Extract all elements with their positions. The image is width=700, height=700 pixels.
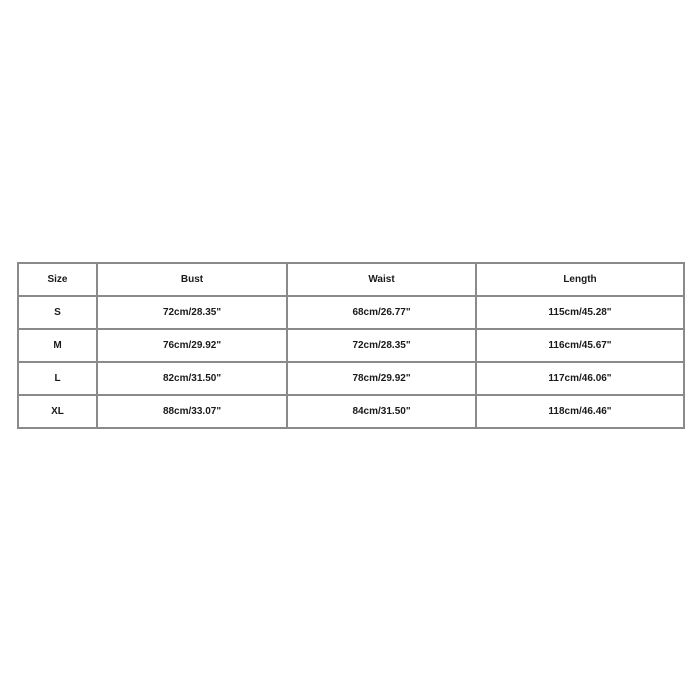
bust-cell: 72cm/28.35" [97, 296, 287, 329]
size-cell: L [18, 362, 97, 395]
length-cell: 115cm/45.28" [476, 296, 684, 329]
waist-cell: 84cm/31.50" [287, 395, 476, 428]
size-cell: M [18, 329, 97, 362]
waist-cell: 68cm/26.77" [287, 296, 476, 329]
waist-cell: 72cm/28.35" [287, 329, 476, 362]
table-row [18, 296, 684, 329]
length-cell: 116cm/45.67" [476, 329, 684, 362]
size-chart-body [18, 296, 684, 428]
header-size: Size [18, 263, 97, 296]
length-cell: 118cm/46.46" [476, 395, 684, 428]
waist-cell: 78cm/29.92" [287, 362, 476, 395]
header-row [18, 263, 684, 296]
size-chart-header [18, 263, 684, 296]
header-bust: Bust [97, 263, 287, 296]
header-length: Length [476, 263, 684, 296]
table-row [18, 395, 684, 428]
header-waist: Waist [287, 263, 476, 296]
length-cell: 117cm/46.06" [476, 362, 684, 395]
size-cell: XL [18, 395, 97, 428]
bust-cell: 88cm/33.07" [97, 395, 287, 428]
size-cell: S [18, 296, 97, 329]
table-row [18, 362, 684, 395]
bust-cell: 76cm/29.92" [97, 329, 287, 362]
table-row [18, 329, 684, 362]
bust-cell: 82cm/31.50" [97, 362, 287, 395]
size-chart-table [17, 262, 685, 429]
